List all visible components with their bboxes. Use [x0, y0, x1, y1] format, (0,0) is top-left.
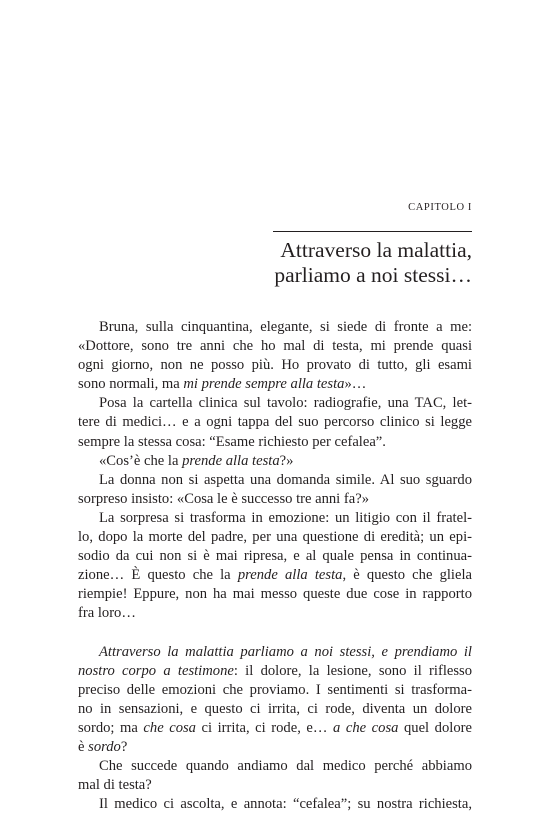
text-run: «Cos’è che la — [99, 452, 183, 469]
text-line — [78, 356, 472, 375]
text-run: fra loro… — [78, 605, 136, 622]
text-run: ? — [120, 739, 128, 756]
text-line — [78, 490, 472, 509]
text-line — [78, 452, 472, 471]
text-run: »… — [344, 376, 367, 393]
text-run: ci irrita, ci rode, e… — [195, 719, 334, 736]
italic-run: Attraverso la malattia parliamo a noi stessi, e prendiamo il — [99, 643, 472, 660]
text-line — [78, 776, 472, 795]
text-run: riempie! Eppure, non ha mai messo queste due cose in rapporto — [78, 586, 472, 603]
text-run: tere di medici… e a ogni tappa del suo percorso clinico si legge — [78, 414, 472, 431]
italic-run: prende alla testa — [182, 452, 280, 469]
text-line — [78, 681, 472, 700]
text-line — [78, 662, 472, 681]
italic-run: nostro corpo a testimone — [78, 662, 234, 679]
text-run: quel dolore — [398, 719, 472, 736]
text-line — [78, 566, 472, 585]
italic-run: a che cosa — [333, 719, 399, 736]
text-line — [78, 738, 472, 757]
text-run: «Dottore, sono tre anni che ho mal di testa, mi prende quasi — [78, 338, 472, 355]
text-run: ogni giorno, non ne posso più. Ho provato di tutto, gli esami — [78, 357, 472, 374]
italic-run: sordo — [88, 739, 121, 756]
italic-run: mi prende sempre alla testa — [183, 376, 345, 393]
text-line — [78, 604, 472, 623]
text-line — [78, 509, 472, 528]
text-run: sordo; ma — [78, 719, 144, 736]
text-run: ?» — [279, 452, 294, 469]
text-run: preciso delle emozioni che proviamo. I sentimenti si trasforma- — [78, 681, 472, 698]
chapter-title-line: parliamo a noi stessi… — [274, 263, 472, 287]
title-rule — [273, 231, 472, 232]
italic-run: prende alla testa — [237, 567, 343, 584]
body-text — [78, 318, 472, 814]
text-line — [78, 643, 472, 662]
text-run: sempre la stessa cosa: “Esame richiesto per cefalea”. — [78, 433, 386, 450]
text-run: Che succede quando andiamo dal medico perché abbiamo — [99, 758, 472, 775]
text-line — [78, 337, 472, 356]
text-run: Posa la cartella clinica sul tavolo: radiografie, una TAC, let- — [99, 395, 472, 412]
text-line — [78, 471, 472, 490]
text-run: no in sensazioni, e questo ci irrita, ci rode, diventa un dolore — [78, 700, 472, 717]
text-run: zione… È questo che la — [78, 567, 238, 584]
text-line — [78, 433, 472, 452]
text-line — [78, 528, 472, 547]
chapter-title-line: Attraverso la malattia, — [280, 238, 472, 262]
text-run: Il medico ci ascolta, e annota: “cefalea”; su nostra richiesta, — [99, 796, 472, 813]
text-run: La donna non si aspetta una domanda simile. Al suo sguardo — [99, 471, 472, 488]
text-run: è — [78, 739, 89, 756]
text-line — [78, 585, 472, 604]
text-line — [78, 795, 472, 814]
text-line — [78, 375, 472, 394]
text-run: Bruna, sulla cinquantina, elegante, si siede di fronte a me: — [99, 319, 472, 335]
text-run: La sorpresa si trasforma in emozione: un litigio con il fratel- — [99, 509, 472, 526]
text-run: , è questo che gliela — [342, 567, 472, 584]
italic-run: che cosa — [143, 719, 196, 736]
text-line — [78, 719, 472, 738]
text-run: mal di testa? — [78, 777, 152, 794]
text-line — [78, 413, 472, 432]
text-line — [78, 394, 472, 413]
text-line — [78, 547, 472, 566]
text-run: sono normali, ma — [78, 376, 184, 393]
text-run: : il dolore, la lesione, sono il riflesso — [233, 662, 472, 679]
text-line — [78, 700, 472, 719]
text-line — [78, 757, 472, 776]
text-run: sorpreso insisto: «Cosa le è successo tre anni fa?» — [78, 490, 369, 507]
chapter-title — [273, 238, 472, 288]
chapter-label: CAPITOLO I — [408, 202, 472, 213]
text-run: lo, dopo la morte del padre, per una questione di eredità; un epi- — [78, 529, 472, 546]
paragraph-gap — [78, 624, 472, 643]
text-line — [78, 318, 472, 337]
text-run: sodio da cui non si è mai ripresa, e al quale pensa in continua- — [78, 548, 472, 565]
